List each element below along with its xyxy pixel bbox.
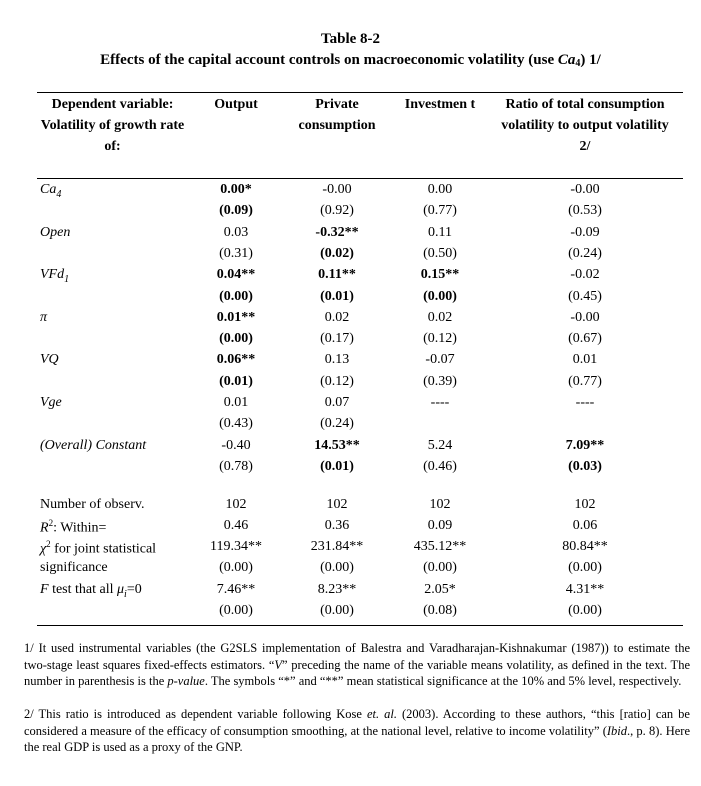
f-value-private-consumption: 8.23** <box>317 582 357 597</box>
coef-ratio: 0.01 <box>572 352 598 368</box>
pvalue-ratio: (0.67) <box>568 331 602 347</box>
footnote-2-etal: et. al. <box>366 707 397 721</box>
f-value-output: 7.46** <box>216 582 256 597</box>
f-test-label <box>40 582 142 600</box>
header-bottom-rule <box>37 178 683 179</box>
pvalue-private-consumption: (0.12) <box>320 373 354 389</box>
subtitle-prefix: Effects of the capital account controls on macroeconomic volatility (use <box>100 52 558 68</box>
footnote-1-v: V <box>274 657 283 672</box>
nobs-value-ratio: 102 <box>574 497 596 512</box>
chi-pvalue-private-consumption: (0.00) <box>320 560 354 575</box>
subtitle-suffix: ) 1/ <box>580 52 601 68</box>
coef-private-consumption: 0.11** <box>318 267 356 283</box>
r2-value-investment: 0.09 <box>427 518 453 533</box>
footnote-1-part-a: 1/ It used instrumental variables (the G2SLS implementation of Balestra and Varadharajan-Kishnakumar (1987)) to estimate the two-stage least squares fixed-effects estimators. “ <box>24 641 690 672</box>
pvalue-output: (0.09) <box>219 203 253 219</box>
row-label <box>40 352 59 368</box>
coef-output: 0.04** <box>216 267 256 283</box>
coef-private-consumption: 0.13 <box>324 352 350 368</box>
pvalue-ratio: (0.24) <box>568 245 602 261</box>
pvalue-investment: (0.46) <box>423 458 457 474</box>
coef-ratio: -0.09 <box>570 224 600 240</box>
pvalue-output: (0.31) <box>219 245 253 261</box>
subtitle-variable-subscript: 4 <box>575 58 581 69</box>
footnote-2-part-b: (2003). According to these authors, “this [ratio] can be considered a measure of the efficacy of consumption smoothing, at the national level, relative to income volatility” ( <box>24 707 690 738</box>
footnote-2-part-c: ., p. 8). Here the real GDP is used as a proxy of the GNP. <box>24 723 690 754</box>
pvalue-investment: (0.12) <box>423 331 457 347</box>
footnote-1-part-c: . The symbols “*” and “**” mean statistical significance at the 10% and 5% level, respectively. <box>204 674 682 688</box>
row-label <box>40 310 47 326</box>
coef-investment: 0.02 <box>427 309 453 325</box>
row-label-text: π <box>40 309 48 325</box>
f-label-end: =0 <box>126 582 142 597</box>
pvalue-output: (0.01) <box>219 373 253 389</box>
coef-investment: -0.07 <box>425 352 455 368</box>
coef-output: 0.03 <box>223 224 249 240</box>
pvalue-investment: (0.77) <box>423 203 457 219</box>
f-pvalue-output: (0.00) <box>219 603 253 618</box>
chi-pvalue-investment: (0.00) <box>423 560 457 575</box>
coef-ratio: -0.00 <box>570 182 600 197</box>
chi-pvalue-output: (0.00) <box>219 560 253 575</box>
row-label <box>40 267 69 285</box>
pvalue-private-consumption: (0.92) <box>320 203 354 219</box>
chi-label <box>40 539 156 558</box>
pvalue-output: (0.43) <box>219 416 253 432</box>
coef-ratio: -0.02 <box>570 267 600 283</box>
nobs-label: Number of observ. <box>40 497 145 512</box>
header-investment: Investmen t <box>404 97 476 112</box>
chi-value-private-consumption: 231.84** <box>310 539 364 554</box>
footnote-1-pvalue: p-value <box>167 674 205 688</box>
chi-pvalue-ratio: (0.00) <box>568 560 602 575</box>
row-label-subscript: 4 <box>56 188 62 200</box>
row-label-subscript: 1 <box>64 273 70 285</box>
r2-value-ratio: 0.06 <box>572 518 598 533</box>
coef-ratio: 7.09** <box>565 437 605 453</box>
coef-output: 0.01 <box>223 395 249 410</box>
table-bottom-rule <box>37 625 683 626</box>
r2-value-private-consumption: 0.36 <box>324 518 350 533</box>
row-label <box>40 182 61 200</box>
header-private-consumption: Private consumption <box>298 97 376 133</box>
f-value-investment: 2.05* <box>424 582 456 597</box>
f-pvalue-private-consumption: (0.00) <box>320 603 354 618</box>
chi-value-output: 119.34** <box>210 539 262 554</box>
pvalue-private-consumption: (0.01) <box>320 458 354 474</box>
footnote-2-part-a: 2/ This ratio is introduced as dependent variable following Kose <box>24 707 367 721</box>
coef-output: 0.01** <box>216 309 256 325</box>
footnote-2-ibid: Ibid <box>606 723 627 738</box>
chi-label-sup: 2 <box>46 539 51 549</box>
f-label-mid: test that all <box>48 582 117 597</box>
chi-label-symbol: χ <box>40 541 47 557</box>
pvalue-output: (0.78) <box>219 458 253 474</box>
f-value-ratio: 4.31** <box>565 582 605 597</box>
coef-investment: 0.15** <box>420 267 460 283</box>
coef-private-consumption: 0.02 <box>324 309 350 325</box>
row-label-text: Open <box>40 224 71 240</box>
table-subtitle <box>0 52 701 69</box>
coef-ratio: -0.00 <box>570 309 600 325</box>
coef-investment: 5.24 <box>427 437 453 453</box>
subtitle-variable: Ca <box>557 52 576 68</box>
row-label-text: Ca <box>40 182 57 197</box>
row-label-text: Vge <box>40 395 62 410</box>
header-output: Output <box>214 97 258 112</box>
r2-label-r: R <box>40 520 49 536</box>
coef-private-consumption: -0.00 <box>322 182 352 197</box>
pvalue-investment: (0.50) <box>423 245 457 261</box>
header-dependent-variable: Dependent variable: Volatility of growth rate of: <box>40 97 185 154</box>
nobs-value-private-consumption: 102 <box>326 497 348 512</box>
pvalue-investment: (0.00) <box>423 288 457 304</box>
row-label <box>40 395 62 411</box>
nobs-value-output: 102 <box>225 497 247 512</box>
r2-label-rest: : Within= <box>53 520 107 536</box>
row-label <box>40 438 146 454</box>
row-label <box>40 225 70 241</box>
pvalue-output: (0.00) <box>219 331 253 347</box>
row-label-text: (Overall) Constant <box>40 437 147 453</box>
coef-ratio: ---- <box>575 395 595 410</box>
pvalue-ratio: (0.77) <box>568 373 602 389</box>
coef-investment: 0.11 <box>428 224 452 240</box>
coef-private-consumption: 0.07 <box>324 395 350 410</box>
pvalue-private-consumption: (0.24) <box>320 416 354 432</box>
coef-private-consumption: -0.32** <box>315 224 359 240</box>
f-label-sub: i <box>124 588 127 600</box>
coef-output: -0.40 <box>221 437 251 453</box>
table-top-rule <box>37 92 683 93</box>
r2-label <box>40 518 106 537</box>
header-ratio: Ratio of total consumption volatility to output volatility 2/ <box>501 97 669 154</box>
pvalue-output: (0.00) <box>219 288 253 304</box>
coef-private-consumption: 14.53** <box>314 437 360 453</box>
chi-label-rest: for joint statistical <box>50 541 157 557</box>
coef-output: 0.00* <box>220 182 252 197</box>
pvalue-investment: (0.39) <box>423 373 457 389</box>
f-label-f: F <box>40 582 49 597</box>
pvalue-private-consumption: (0.01) <box>320 288 354 304</box>
chi-value-ratio: 80.84** <box>562 539 608 554</box>
coef-investment: ---- <box>430 395 450 410</box>
row-label-text: VQ <box>40 352 59 368</box>
footnote-1-part-b: ” preceding the name of the variable means volatility, as defined in the text. The number in parenthesis is the <box>24 657 690 688</box>
coef-output: 0.06** <box>216 352 256 368</box>
footnote-2 <box>24 706 690 756</box>
r2-label-sup: 2 <box>48 518 54 528</box>
pvalue-ratio: (0.03) <box>568 458 602 474</box>
row-label-text: VFd <box>40 267 65 283</box>
nobs-value-investment: 102 <box>429 497 451 512</box>
pvalue-private-consumption: (0.17) <box>320 331 354 347</box>
f-pvalue-investment: (0.08) <box>423 603 457 618</box>
pvalue-ratio: (0.45) <box>568 288 602 304</box>
pvalue-private-consumption: (0.02) <box>320 245 354 261</box>
f-label-mu: μ <box>117 582 125 597</box>
table-title: Table 8-2 <box>320 31 381 47</box>
chi-value-investment: 435.12** <box>413 539 467 554</box>
footnote-1 <box>24 640 690 690</box>
r2-value-output: 0.46 <box>223 518 249 533</box>
chi-label-line2: significance <box>40 560 108 575</box>
pvalue-ratio: (0.53) <box>568 203 602 219</box>
coef-investment: 0.00 <box>427 182 453 197</box>
f-pvalue-ratio: (0.00) <box>568 603 602 618</box>
